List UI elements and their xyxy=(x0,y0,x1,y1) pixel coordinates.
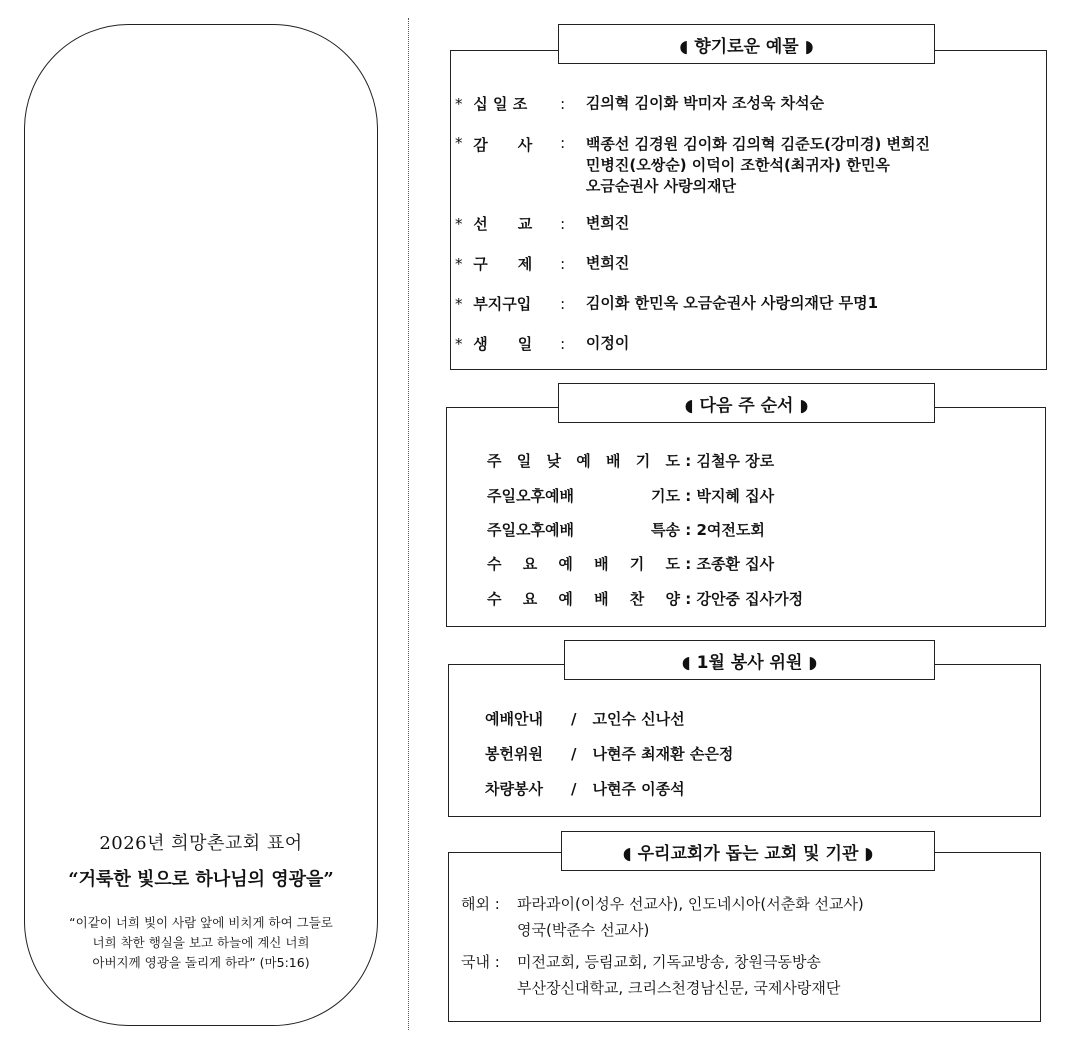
offering-row-tithe xyxy=(455,93,824,114)
order-label: 수 요 예 배 기 도 xyxy=(487,555,680,573)
bullet: * xyxy=(455,215,463,233)
order-value: 김철우 장로 xyxy=(696,452,775,470)
order-value: 박지혜 집사 xyxy=(696,487,775,505)
offering-label: 감 사 xyxy=(473,136,533,154)
offering-row-land xyxy=(455,293,878,314)
offerings-title: ◖ 향기로운 예물 ◗ xyxy=(558,24,935,64)
service-label: 예배안내 xyxy=(485,710,543,728)
bullet: * xyxy=(455,95,463,113)
offering-label: 생 일 xyxy=(473,335,533,353)
colon: : xyxy=(560,255,566,273)
service-value: 고인수 신나선 xyxy=(592,710,685,728)
service-label: 차량봉사 xyxy=(485,780,543,798)
verse-line: 아버지께 영광을 돌리게 하라” (마5:16) xyxy=(92,955,310,970)
colon: : xyxy=(680,487,697,505)
order-row xyxy=(487,450,774,471)
mission-label: 해외 : xyxy=(461,895,500,913)
colon: : xyxy=(560,335,566,353)
offering-value xyxy=(586,333,629,354)
offering-value-line: 변희진 xyxy=(585,214,630,232)
offering-value-line: 오금순권사 사랑의재단 xyxy=(585,177,737,195)
offering-value xyxy=(586,213,629,234)
offering-value-line: 백종선 김경원 김이화 김의혁 김준도(강미경) 변희진 xyxy=(585,135,931,153)
motto-block xyxy=(25,829,377,973)
offering-value-line: 김의혁 김이화 박미자 조성욱 차석순 xyxy=(585,94,825,112)
verse-line: “이같이 너희 빛이 사람 앞에 비치게 하여 그들로 xyxy=(69,915,333,930)
offering-value xyxy=(586,293,878,314)
bible-verse xyxy=(25,913,377,973)
order-label: 주일오후예배 특송 xyxy=(487,521,680,539)
mission-label: 국내 : xyxy=(461,953,500,971)
colon: : xyxy=(680,555,697,573)
bullet: * xyxy=(455,295,463,313)
fold-divider xyxy=(408,18,409,1030)
offering-value xyxy=(586,253,629,274)
left-panel xyxy=(24,24,378,1026)
order-row xyxy=(487,519,765,540)
service-value: 나현주 이종석 xyxy=(592,780,685,798)
offering-label: 선 교 xyxy=(473,215,533,233)
colon: : xyxy=(560,215,566,233)
mission-line: 미전교회, 등림교회, 기독교방송, 창원극동방송 xyxy=(517,953,821,971)
bullet: * xyxy=(455,134,463,152)
order-row xyxy=(487,485,774,506)
offering-value xyxy=(586,93,824,114)
mission-value xyxy=(517,891,864,943)
slash: / xyxy=(571,710,577,728)
order-label: 수 요 예 배 찬 양 xyxy=(487,590,680,608)
order-value: 조종환 집사 xyxy=(696,555,775,573)
mission-line: 파라과이(이성우 선교사), 인도네시아(서춘화 선교사) xyxy=(517,895,864,913)
next-week-title: ◖ 다음 주 순서 ◗ xyxy=(558,383,935,423)
motto-heading: 2026년 희망촌교회 표어 xyxy=(99,833,303,854)
order-value: 강안중 집사가정 xyxy=(696,590,804,608)
service-row xyxy=(485,778,685,799)
offering-value xyxy=(586,134,930,197)
mission-line: 영국(박준수 선교사) xyxy=(517,921,650,939)
offering-row-thanks xyxy=(455,134,930,197)
colon: : xyxy=(680,452,697,470)
missions-section xyxy=(448,843,1041,1022)
offering-value-line: 이정이 xyxy=(585,334,630,352)
offering-label: 부지구입 xyxy=(473,295,532,313)
bullet: * xyxy=(455,335,463,353)
offering-row-mission xyxy=(455,213,629,234)
service-team-title: ◖ 1월 봉사 위원 ◗ xyxy=(564,640,935,680)
missions-title: ◖ 우리교회가 돕는 교회 및 기관 ◗ xyxy=(561,831,935,871)
order-row xyxy=(487,553,774,574)
order-label: 주일오후예배 기도 xyxy=(487,487,680,505)
service-row xyxy=(485,708,685,729)
service-row xyxy=(485,743,733,764)
colon: : xyxy=(680,590,697,608)
colon: : xyxy=(560,95,566,113)
mission-line: 부산장신대학교, 크리스천경남신문, 국제사랑재단 xyxy=(517,979,841,997)
service-value: 나현주 최재환 손은정 xyxy=(592,745,734,763)
slash: / xyxy=(571,780,577,798)
mission-row-domestic xyxy=(461,949,840,1001)
verse-line: 너희 착한 행실을 보고 하늘에 계신 너희 xyxy=(92,935,310,950)
offering-row-relief xyxy=(455,253,629,274)
offering-label: 구 제 xyxy=(473,255,533,273)
colon: : xyxy=(560,295,566,313)
order-row xyxy=(487,588,803,609)
offerings-section xyxy=(450,36,1047,370)
offering-value-line: 변희진 xyxy=(585,254,630,272)
slash: / xyxy=(571,745,577,763)
motto-text: “거룩한 빛으로 하나님의 영광을” xyxy=(68,869,334,890)
offering-value-line: 김이화 한민옥 오금순권사 사랑의재단 무명1 xyxy=(585,294,879,312)
service-label: 봉헌위원 xyxy=(485,745,543,763)
offering-row-birthday xyxy=(455,333,629,354)
mission-value xyxy=(517,949,840,1001)
order-value: 2여전도회 xyxy=(696,521,765,539)
service-team-section xyxy=(448,652,1041,817)
offering-label: 십 일 조 xyxy=(473,95,528,113)
offering-value-line: 민병진(오쌍순) 이덕이 조한석(최귀자) 한민옥 xyxy=(585,156,890,174)
colon: : xyxy=(680,521,697,539)
order-label: 주 일 낮 예 배 기 도 xyxy=(487,452,680,470)
bullet: * xyxy=(455,255,463,273)
next-week-section xyxy=(446,395,1046,627)
mission-row-overseas xyxy=(461,891,864,943)
colon: : xyxy=(560,134,566,152)
